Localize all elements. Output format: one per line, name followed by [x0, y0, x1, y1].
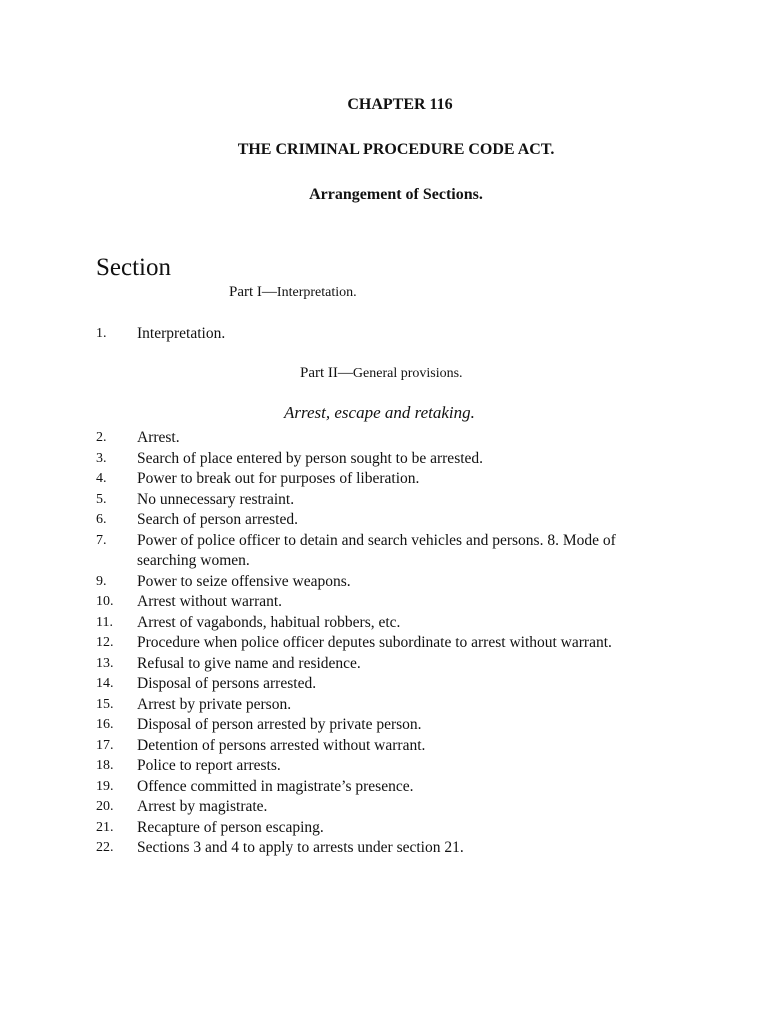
- part-heading-lead: Part I—: [229, 284, 277, 300]
- part-heading-2: [300, 365, 463, 382]
- toc-row: [96, 756, 656, 777]
- toc-row: [96, 674, 656, 695]
- section-number: 4.: [96, 471, 107, 486]
- toc-row: [96, 572, 656, 593]
- section-title: Offence committed in magistrate’s presence.: [137, 777, 414, 795]
- toc-row: [96, 592, 656, 613]
- section-number: 2.: [96, 430, 107, 445]
- part-heading-lead: Part II—: [300, 365, 353, 381]
- section-number: 21.: [96, 819, 114, 835]
- section-title: Arrest by magistrate.: [137, 798, 268, 815]
- toc-row: [96, 469, 656, 490]
- section-number: 17.: [96, 737, 114, 753]
- section-column-heading: Section: [96, 254, 171, 281]
- section-title: Refusal to give name and residence.: [137, 654, 361, 672]
- section-title: Arrest of vagabonds, habitual robbers, etc.: [137, 613, 401, 631]
- section-title: Interpretation.: [137, 325, 226, 342]
- toc-row: [96, 736, 656, 757]
- toc-row: [96, 838, 656, 859]
- section-number: 16.: [96, 717, 114, 732]
- section-title: Recapture of person escaping.: [137, 818, 324, 836]
- section-number: 13.: [96, 655, 114, 671]
- section-title: Sections 3 and 4 to apply to arrests under section 21.: [137, 839, 464, 856]
- section-title: Arrest by private person.: [137, 695, 292, 713]
- section-number: 6.: [96, 512, 107, 527]
- toc-row: [96, 510, 656, 531]
- section-title: Procedure when police officer deputes subordinate to arrest without warrant.: [137, 634, 612, 651]
- toc-row: [96, 324, 656, 345]
- section-number: 9.: [96, 573, 107, 589]
- section-title: Search of person arrested.: [137, 511, 298, 528]
- chapter-number: CHAPTER 116: [347, 96, 453, 113]
- section-title: Power of police officer to detain and search vehicles and persons. 8. Mode of searching women.: [137, 531, 616, 569]
- section-number: 3.: [96, 450, 107, 466]
- section-number: 19.: [96, 778, 114, 794]
- act-title: THE CRIMINAL PROCEDURE CODE ACT.: [237, 141, 555, 158]
- section-number: 5.: [96, 491, 107, 507]
- toc-row: [96, 715, 656, 736]
- section-number: 10.: [96, 594, 114, 609]
- section-number: 7.: [96, 532, 107, 548]
- section-number: 22.: [96, 840, 114, 855]
- toc-row: [96, 695, 656, 716]
- toc-row: [96, 490, 656, 511]
- section-title: Disposal of person arrested by private person.: [137, 716, 422, 733]
- section-title: Disposal of persons arrested.: [137, 675, 317, 692]
- section-title: Search of place entered by person sought to be arrested.: [137, 449, 484, 467]
- section-number: 12.: [96, 635, 114, 650]
- toc-row: [96, 797, 656, 818]
- section-title: Arrest without warrant.: [137, 593, 283, 610]
- part-heading-title: General provisions.: [352, 366, 463, 381]
- section-title: No unnecessary restraint.: [137, 490, 295, 508]
- section-title: Power to seize offensive weapons.: [137, 572, 351, 590]
- section-number: 14.: [96, 676, 114, 691]
- toc-row: [96, 428, 656, 449]
- toc-row: [96, 633, 656, 654]
- section-title: Police to report arrests.: [137, 757, 281, 774]
- arrangement-heading: Arrangement of Sections.: [309, 186, 483, 203]
- section-number: 15.: [96, 696, 114, 712]
- section-title: Arrest.: [137, 429, 180, 446]
- section-title: Power to break out for purposes of liberation.: [137, 470, 420, 487]
- section-number: 1.: [96, 326, 107, 341]
- toc-list: [96, 428, 676, 859]
- section-number: 20.: [96, 799, 114, 814]
- group-subheading: Arrest, escape and retaking.: [284, 403, 475, 422]
- part-heading-1: [229, 284, 357, 301]
- toc-row: [96, 818, 656, 839]
- toc-row: [96, 449, 656, 470]
- section-number: 18.: [96, 758, 114, 773]
- toc-row: [96, 654, 656, 675]
- part-heading-title: Interpretation.: [276, 285, 357, 300]
- section-title: Detention of persons arrested without warrant.: [137, 736, 426, 754]
- toc-row: [96, 777, 656, 798]
- toc-row: [96, 613, 656, 634]
- section-number: 11.: [96, 614, 113, 630]
- toc-row: [96, 531, 656, 572]
